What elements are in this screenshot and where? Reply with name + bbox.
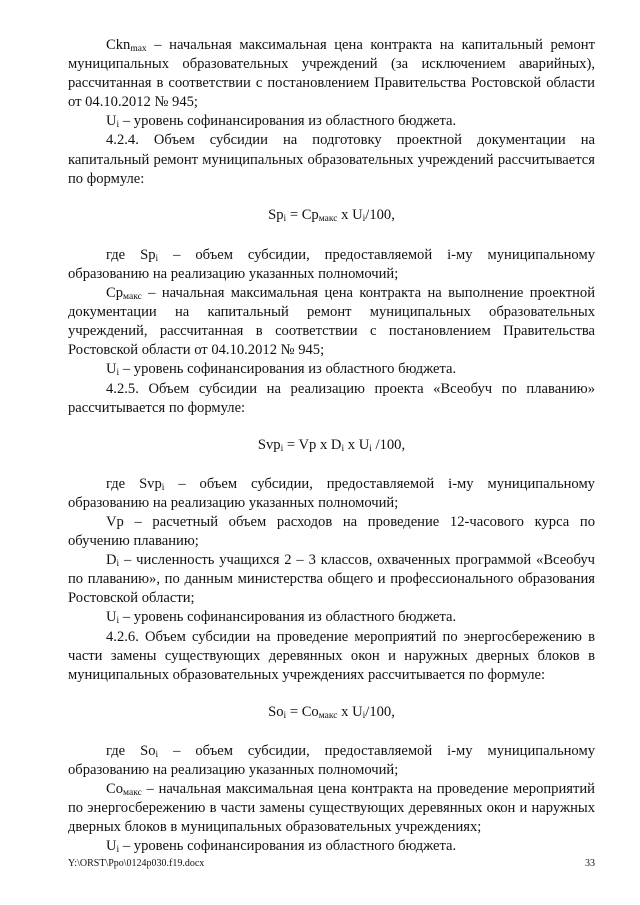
paragraph-ckn-definition: Ckn$_{max}$ – начальная максимальная цена контракта на капитальный ремонт муниципальных образовательных учреждений (за исключением аварийных), рассчитанная в соответствии с постановлением Правительства Ростовской области от 04.10.2012 № 945; bbox=[68, 37, 595, 111]
paragraph-svp-definition: где Svp$_i$ – объем субсидии, предоставляемой i-му муниципальному образованию на реализацию указанных полномочий; bbox=[68, 475, 595, 511]
paragraph-sp-definition: где $Sp_i$ – объем субсидии, предоставляемой i-му муниципальному образованию на реализацию указанных полномочий; bbox=[68, 246, 595, 282]
paragraph-vp-definition: Vp – расчетный объем расходов на проведение 12-часового курса по обучению плаванию; bbox=[68, 513, 595, 550]
paragraph-4-2-6: 4.2.6. Объем субсидии на проведение мероприятий по энергосбережению в части замены существующих деревянных окон и наружных дверных блоков в муниципальных образовательных учреждениях рассчитывается по формуле: bbox=[68, 628, 595, 683]
paragraph-ui-definition: $U_i$ – уровень софинансирования из областного бюджета. bbox=[106, 361, 457, 379]
footer-file-path: Y:\ORST\Ppo\0124p030.f19.docx bbox=[68, 858, 205, 869]
paragraph-ui-definition: $U_i$ – уровень софинансирования из областного бюджета. bbox=[106, 609, 457, 627]
document-body bbox=[68, 36, 595, 856]
paragraph-so-definition: где $So_i$ – объем субсидии, предоставляемой i-му муниципальному образованию на реализацию указанных полномочий; bbox=[68, 742, 595, 778]
formula-so: $So_i = Co_{макс}$ x $U_i/100$, bbox=[268, 703, 395, 721]
formula-sp: $Sp_i = Cp_{макс}$ x $U_i/100$, bbox=[268, 206, 395, 224]
paragraph-cp-definition: $Cp_{макс}$ – начальная максимальная цена контракта на выполнение проектной документации на капитальный ремонт муниципальных образовательных учреждений, рассчитанная в соответствии с постановлением Правительства Ростовской области от 04.10.2012 № 945; bbox=[68, 285, 595, 359]
paragraph-co-definition: $Co_{макс}$ – начальная максимальная цена контракта на проведение мероприятий по энергосбережению в части замены существующих деревянных окон и наружных дверных блоков в муниципальных образовательных учреждениях; bbox=[68, 781, 595, 836]
paragraph-di-definition: $D_i$ – численность учащихся 2 – 3 классов, охваченных программой «Всеобуч по плаванию», по данным министерства общего и профессионального образования Ростовской области; bbox=[68, 552, 595, 607]
paragraph-ui-definition: $U_i$ – уровень софинансирования из областного бюджета. bbox=[106, 838, 457, 856]
formula-svp: Svp$_i$ = Vp x $D_i$ x $U_i$ /100, bbox=[257, 436, 406, 454]
paragraph-4-2-4: 4.2.4. Объем субсидии на подготовку проектной документации на капитальный ремонт муниципальных образовательных учреждений рассчитывается по формуле: bbox=[68, 132, 595, 187]
page-number: 33 bbox=[585, 858, 595, 869]
paragraph-ui-definition: $U_i$ – уровень софинансирования из областного бюджета. bbox=[106, 113, 457, 131]
paragraph-4-2-5: 4.2.5. Объем субсидии на реализацию проекта «Всеобуч по плаванию» рассчитывается по формуле: bbox=[68, 380, 595, 416]
